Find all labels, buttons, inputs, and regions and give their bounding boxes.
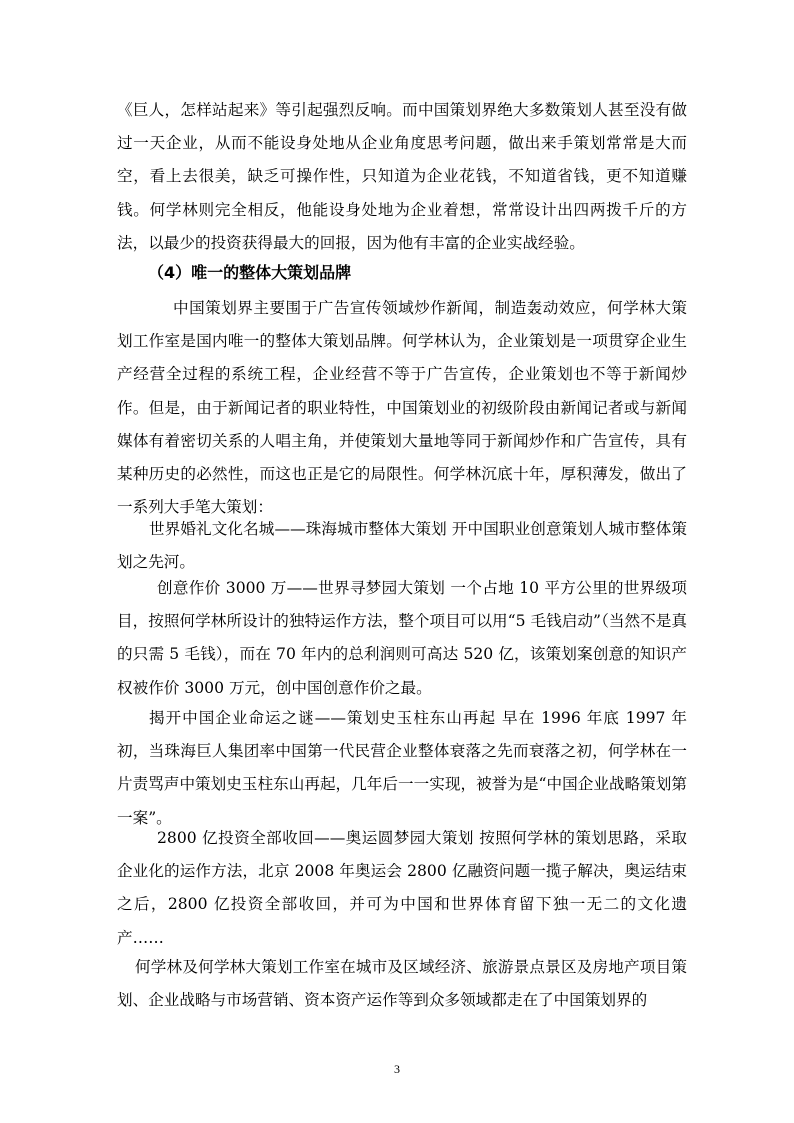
strategy-item: 2800 亿投资全部收回——奥运圆梦园大策划 按照何学林的策划思路，采取企业化的运作方法，北京 2008 年奥运会 2800 亿融资问题一揽子解决，奥运结束之后，2800 亿投资全部收回，并可为中国和世界体育留下独一无二的文化遗产…… — [117, 829, 687, 947]
section-heading: （4）唯一的整体大策划品牌 — [148, 263, 352, 282]
page-number: 3 — [394, 1062, 400, 1076]
strategy-item: 世界婚礼文化名城——珠海城市整体大策划 开中国职业创意策划人城市整体策划之先河。 — [117, 520, 687, 572]
intro-paragraph: 《巨人，怎样站起来》等引起强烈反响。而中国策划界绝大多数策划人甚至没有做过一天企业，从而不能设身处地从企业角度思考问题，做出来手策划常常是大而空，看上去很美，缺乏可操作性，只知道为企业花钱，不知道省钱，更不知道赚钱。何学林则完全相反，他能设身处地为企业着想，常常设计出四两拨千斤的方法，以最少的投资获得最大的回报，因为他有丰富的企业实战经验。 — [117, 101, 687, 252]
closing-paragraph: 何学林及何学林大策划工作室在城市及区域经济、旅游景点景区及房地产项目策划、企业战略与市场营销、资本资产运作等到众多领域都走在了中国策划界的 — [117, 958, 687, 1010]
strategy-item: 揭开中国企业命运之谜——策划史玉柱东山再起 早在 1996 年底 1997 年初，当珠海巨人集团率中国第一代民营企业整体衰落之先而衰落之初，何学林在一片责骂声中策划史玉柱东山再起，几年后一一实现，被誉为是“中国企业战略策划第一案”。 — [117, 709, 687, 827]
strategy-item: 创意作价 3000 万——世界寻梦园大策划 一个占地 10 平方公里的世界级项目，按照何学林所设计的独特运作方法，整个项目可以用“5 毛钱启动”（当然不是真的只需 5 毛钱），而在 70 年内的总利润则可高达 520 亿，该策划案创意的知识产权被作价 3000 万元，创中国创意作价之最。 — [117, 579, 687, 697]
section-paragraph: 中国策划界主要围于广告宣传领域炒作新闻，制造轰动效应，何学林大策划工作室是国内唯一的整体大策划品牌。何学林认为，企业策划是一项贯穿企业生产经营全过程的系统工程，企业经营不等于广告宣传，企业策划也不等于新闻炒作。但是，由于新闻记者的职业特性，中国策划业的初级阶段由新闻记者或与新闻媒体有着密切关系的人唱主角，并使策划大量地等同于新闻炒作和广告宣传，具有某种历史的必然性，而这也正是它的局限性。何学林沉底十年，厚积薄发，做出了一系列大手笔大策划： — [117, 299, 687, 517]
